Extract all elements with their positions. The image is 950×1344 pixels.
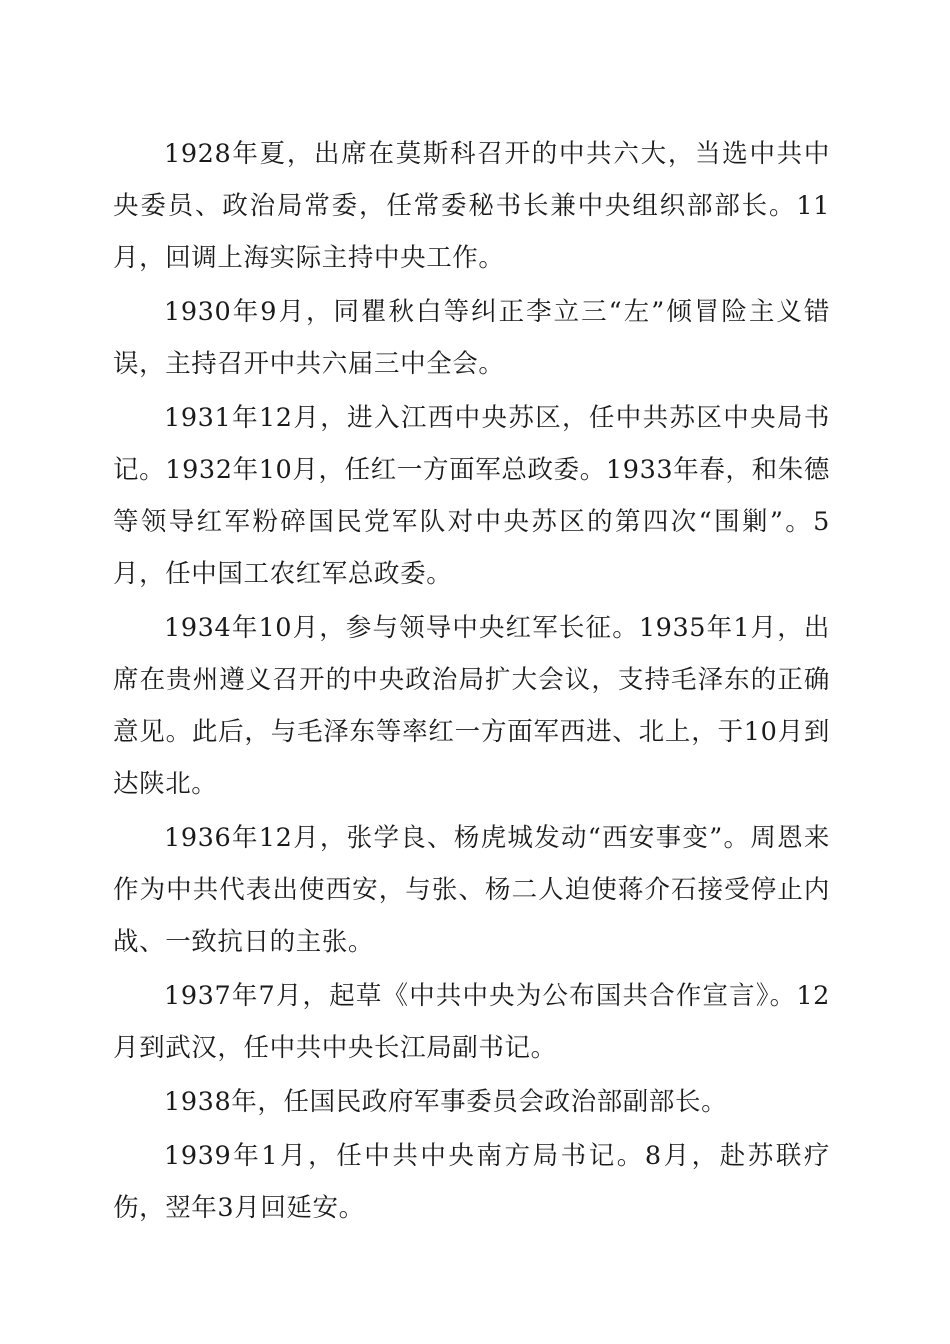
paragraph-1936: 1936年12月，张学良、杨虎城发动“西安事变”。周恩来作为中共代表出使西安，与张、杨二人迫使蒋介石接受停止内战、一致抗日的主张。 — [113, 823, 830, 957]
document-page — [113, 128, 830, 1236]
paragraph-1934: 1934年10月，参与领导中央红军长征。1935年1月，出席在贵州遵义召开的中央政治局扩大会议，支持毛泽东的正确意见。此后，与毛泽东等率红一方面军西进、北上，于10月到达陕北。 — [113, 613, 830, 799]
paragraph-1939: 1939年1月，任中共中央南方局书记。8月，赴苏联疗伤，翌年3月回延安。 — [113, 1141, 830, 1223]
paragraph-1930: 1930年9月，同瞿秋白等纠正李立三“左”倾冒险主义错误，主持召开中共六届三中全会。 — [113, 297, 830, 379]
paragraph-1938: 1938年，任国民政府军事委员会政治部副部长。 — [164, 1087, 728, 1117]
paragraph-1931: 1931年12月，进入江西中央苏区，任中共苏区中央局书记。1932年10月，任红一方面军总政委。1933年春，和朱德等领导红军粉碎国民党军队对中央苏区的第四次“围剿”。5月，任中国工农红军总政委。 — [113, 403, 830, 589]
paragraph-1928: 1928年夏，出席在莫斯科召开的中共六大，当选中共中央委员、政治局常委，任常委秘书长兼中央组织部部长。11月，回调上海实际主持中央工作。 — [113, 139, 830, 273]
paragraph-1937: 1937年7月，起草《中共中央为公布国共合作宣言》。12月到武汉，任中共中央长江局副书记。 — [113, 981, 830, 1063]
